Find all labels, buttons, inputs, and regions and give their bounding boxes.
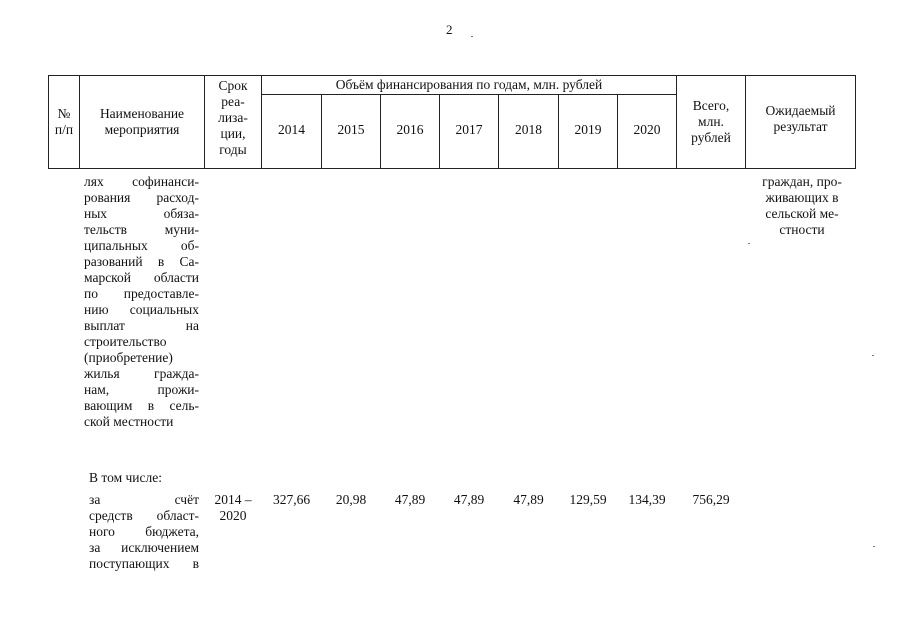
funding-value-2019: 129,59 bbox=[569, 492, 607, 507]
subheading: В том числе: bbox=[89, 470, 162, 485]
measure-name-line: ципальных об- bbox=[84, 238, 199, 253]
table-row bbox=[89, 492, 199, 572]
measure-name-line: разований в Са- bbox=[84, 254, 199, 269]
expected-result-line: стности bbox=[779, 222, 825, 237]
measure-name-line: за исключением bbox=[89, 540, 199, 555]
header-year: 2016 bbox=[396, 122, 424, 137]
measure-name-line: рования расход- bbox=[84, 190, 199, 205]
measure-name-line: тельств муни- bbox=[84, 222, 199, 237]
header-year: 2020 bbox=[633, 122, 661, 137]
measure-name-line: лях софинанси- bbox=[84, 174, 199, 189]
header-num: № п/п bbox=[54, 106, 74, 137]
scan-speck bbox=[872, 355, 874, 356]
header-term-line: реа- bbox=[221, 94, 245, 109]
header-result bbox=[746, 103, 855, 135]
table-row bbox=[84, 174, 199, 430]
measure-name-line: поступающих в bbox=[89, 556, 199, 571]
funding-value-2016: 47,89 bbox=[394, 492, 426, 507]
term-line: 2014 – bbox=[214, 492, 252, 507]
header-funding-group: Объём финансирования по годам, млн. рублей bbox=[335, 77, 603, 92]
funding-value-2014: 327,66 bbox=[272, 492, 311, 507]
scan-speck bbox=[748, 243, 750, 244]
funding-group-divider bbox=[261, 94, 676, 95]
header-term-line: годы bbox=[219, 142, 247, 157]
measure-name-line: строительство bbox=[84, 334, 167, 349]
measure-name-line: вающим в сель- bbox=[84, 398, 199, 413]
funding-value-2018: 47,89 bbox=[513, 492, 544, 507]
funding-value-2017: 47,89 bbox=[453, 492, 485, 507]
page-number: 2 bbox=[446, 22, 453, 37]
table-top-border bbox=[48, 75, 855, 76]
header-total bbox=[677, 98, 745, 146]
funding-total: 756,29 bbox=[692, 492, 730, 507]
header-year: 2015 bbox=[337, 122, 365, 137]
header-year: 2018 bbox=[515, 122, 542, 137]
header-total-line: млн. bbox=[698, 114, 724, 129]
measure-name-line: нам, прожи- bbox=[84, 382, 199, 397]
funding-value-2015: 20,98 bbox=[335, 492, 367, 507]
term-line: 2020 bbox=[219, 508, 247, 523]
expected-result-line: сельской ме- bbox=[765, 206, 839, 221]
header-year: 2017 bbox=[455, 122, 483, 137]
measure-name-line: выплат на bbox=[84, 318, 199, 333]
term-cell bbox=[205, 492, 261, 524]
expected-result-cell bbox=[752, 174, 852, 238]
header-result-line: Ожидаемый bbox=[765, 103, 836, 118]
header-year: 2014 bbox=[278, 122, 305, 137]
measure-name-line: жилья гражда- bbox=[84, 366, 199, 381]
measure-name-line: ного бюджета, bbox=[89, 524, 199, 539]
header-name: Наименование мероприятия bbox=[99, 106, 185, 137]
measure-name-line: по предоставле- bbox=[84, 286, 199, 301]
col-border bbox=[79, 75, 80, 169]
measure-name-line: за счёт bbox=[89, 492, 199, 507]
expected-result-line: живающих в bbox=[765, 190, 839, 205]
header-total-line: Всего, bbox=[692, 98, 730, 113]
col-border bbox=[48, 75, 49, 169]
col-border bbox=[855, 75, 856, 169]
scan-speck bbox=[471, 36, 473, 37]
header-term-line: ции, bbox=[220, 126, 246, 141]
header-term-line: Срок bbox=[218, 78, 248, 93]
measure-name-line: ской местности bbox=[84, 414, 174, 429]
funding-value-2020: 134,39 bbox=[628, 492, 666, 507]
expected-result-line: граждан, про- bbox=[762, 174, 842, 189]
measure-name-line: ных обяза- bbox=[84, 206, 199, 221]
header-term bbox=[205, 78, 261, 158]
header-year: 2019 bbox=[574, 122, 602, 137]
scan-speck bbox=[873, 546, 875, 547]
measure-name-line: средств област- bbox=[89, 508, 199, 523]
measure-name-line: (приобретение) bbox=[84, 350, 173, 365]
table-header-bottom-border bbox=[48, 168, 855, 169]
header-result-line: результат bbox=[773, 119, 828, 134]
header-total-line: рублей bbox=[691, 130, 731, 145]
measure-name-line: марской области bbox=[84, 270, 199, 285]
header-term-line: лиза- bbox=[218, 110, 248, 125]
measure-name-line: нию социальных bbox=[84, 302, 199, 317]
